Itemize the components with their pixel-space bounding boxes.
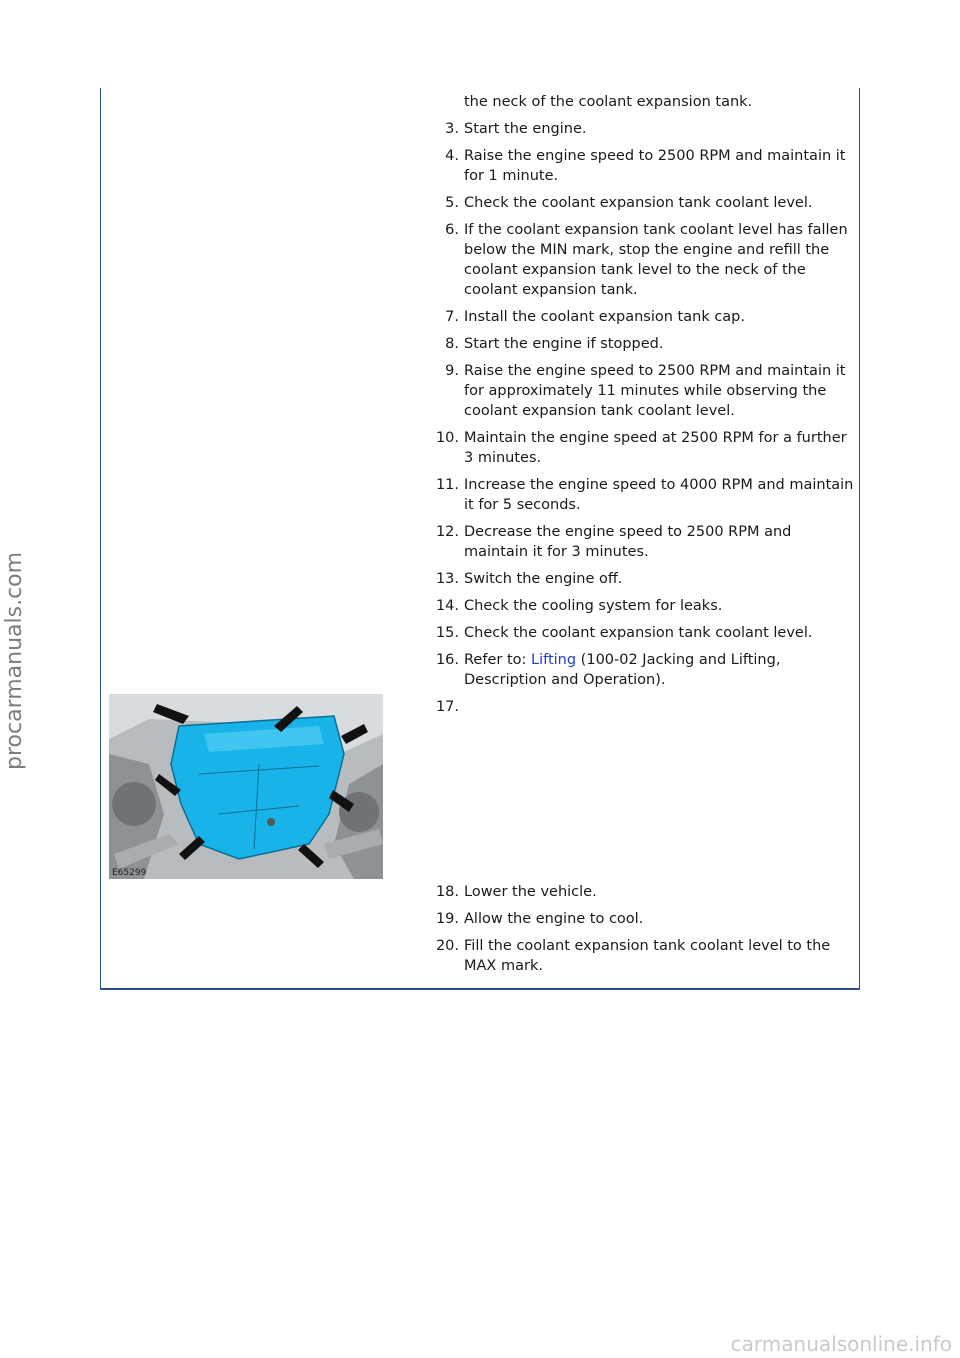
step-text: Fill the coolant expansion tank coolant level to the MAX mark.	[464, 938, 831, 974]
refer-suffix: (100-02 Jacking and Lifting, Description and Operation).	[464, 652, 781, 688]
step-item	[405, 428, 855, 468]
step-text: Lower the vehicle.	[464, 884, 597, 900]
step-item	[405, 334, 855, 354]
step-item	[405, 220, 855, 300]
step-item	[405, 596, 855, 616]
step-text: If the coolant expansion tank coolant level has fallen below the MIN mark, stop the engine and refill the coolant expansion tank level to the neck of the coolant expansion tank.	[464, 222, 848, 298]
step-16	[405, 650, 855, 690]
step-number: 16.	[435, 652, 459, 668]
step-item	[405, 119, 855, 139]
step-number: 9.	[445, 363, 459, 379]
step-item	[405, 623, 855, 643]
step-text: Check the coolant expansion tank coolant level.	[464, 625, 813, 641]
step-text	[464, 650, 855, 690]
step-number: 18.	[435, 884, 459, 900]
step-number: 5.	[445, 195, 459, 211]
step-number: 20.	[435, 938, 459, 954]
step-text: Allow the engine to cool.	[464, 911, 644, 927]
step-item	[405, 522, 855, 562]
step-item	[405, 361, 855, 421]
step-item	[405, 146, 855, 186]
step-number: 14.	[435, 598, 459, 614]
refer-prefix: Refer to:	[464, 652, 531, 668]
step-text: Switch the engine off.	[464, 571, 623, 587]
step-item	[405, 909, 855, 929]
step-number: 6.	[445, 222, 459, 238]
step-number: 4.	[445, 148, 459, 164]
step-number: 10.	[435, 430, 459, 446]
step-item	[405, 475, 855, 515]
step-text: Check the cooling system for leaks.	[464, 598, 723, 614]
step-number: 12.	[435, 524, 459, 540]
step-number: 13.	[435, 571, 459, 587]
step-text: Raise the engine speed to 2500 RPM and maintain it for 1 minute.	[464, 148, 846, 184]
step-text: Decrease the engine speed to 2500 RPM and maintain it for 3 minutes.	[464, 524, 792, 560]
step-number: 17.	[435, 699, 459, 715]
figure-label: E65299	[112, 868, 147, 878]
side-watermark: procarmanuals.com	[2, 551, 27, 770]
lifting-link[interactable]: Lifting	[531, 652, 577, 668]
step-item	[405, 569, 855, 589]
step-number: 19.	[435, 911, 459, 927]
procedure-steps	[405, 92, 855, 983]
step-item	[405, 882, 855, 902]
undertray-illustration	[109, 694, 383, 879]
step-text: Start the engine if stopped.	[464, 336, 664, 352]
step-number: 3.	[445, 121, 459, 137]
step-17	[405, 697, 855, 875]
step-item	[405, 936, 855, 976]
step-text: Install the coolant expansion tank cap.	[464, 309, 745, 325]
step-number: 8.	[445, 336, 459, 352]
footer-watermark: carmanualsonline.info	[730, 1332, 952, 1356]
undertray-svg	[109, 694, 383, 879]
step-item	[405, 307, 855, 327]
step-number: 15.	[435, 625, 459, 641]
step-text: Maintain the engine speed at 2500 RPM for a further 3 minutes.	[464, 430, 847, 466]
step-number: 11.	[435, 477, 459, 493]
step-text: Increase the engine speed to 4000 RPM and maintain it for 5 seconds.	[464, 477, 854, 513]
continued-text: the neck of the coolant expansion tank.	[464, 94, 753, 110]
step-text: Raise the engine speed to 2500 RPM and maintain it for approximately 11 minutes while observing the coolant expansion tank coolant level.	[464, 363, 846, 419]
steps-list	[405, 119, 855, 643]
step-text: Start the engine.	[464, 121, 587, 137]
step-number: 7.	[445, 309, 459, 325]
steps-after-list	[405, 882, 855, 976]
step-item	[405, 193, 855, 213]
step-text: Check the coolant expansion tank coolant level.	[464, 195, 813, 211]
